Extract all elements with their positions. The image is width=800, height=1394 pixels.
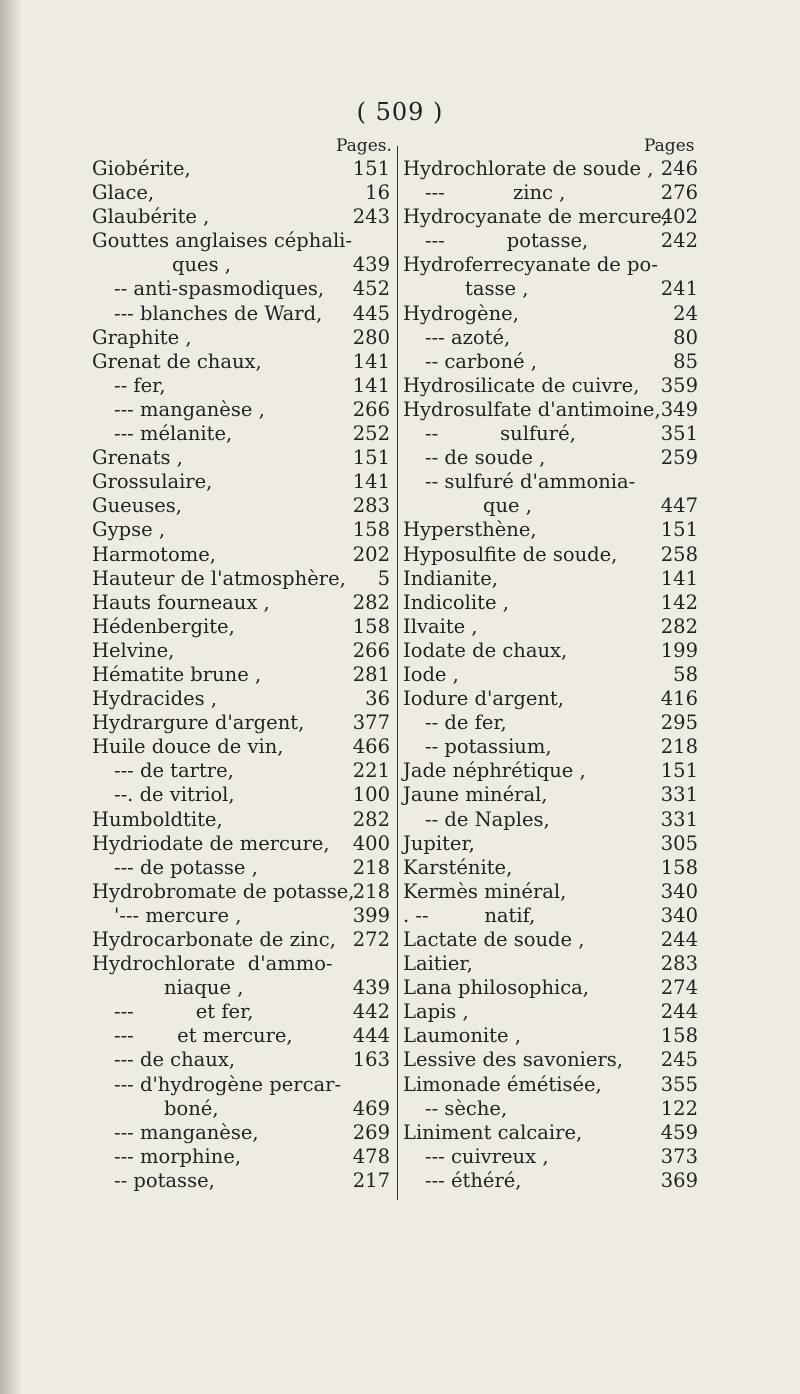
index-page-number: 331 (660, 783, 698, 807)
index-term: Grenat de chaux, (92, 349, 262, 373)
index-page-number: 202 (352, 542, 390, 566)
index-entry (403, 1145, 698, 1169)
index-term: Hydrogène, (403, 301, 519, 325)
index-entry (92, 832, 390, 856)
index-entry (403, 615, 698, 639)
index-term: Ilvaite , (403, 614, 478, 638)
index-entry (92, 952, 390, 976)
left-index-column (92, 157, 390, 1193)
index-term: Laitier, (403, 952, 473, 976)
index-term: --- de chaux, (114, 1048, 236, 1072)
index-term: tasse , (465, 277, 529, 301)
index-entry (403, 350, 698, 374)
index-term: Hédenbergite, (92, 614, 235, 638)
index-page-number: 282 (660, 614, 698, 638)
index-term: Hydrosulfate d'antimoine, (403, 397, 661, 421)
index-entry (403, 880, 698, 904)
index-page-number: 444 (352, 1024, 390, 1048)
index-entry (92, 856, 390, 880)
index-entry (403, 277, 698, 301)
index-page-number: 151 (660, 759, 698, 783)
index-entry (92, 687, 390, 711)
index-page-number: 158 (660, 1024, 698, 1048)
index-entry (403, 229, 698, 253)
index-page-number: 276 (660, 181, 698, 205)
index-term: . -- natif, (403, 903, 536, 927)
index-entry (403, 1097, 698, 1121)
index-term: Liniment calcaire, (403, 1120, 583, 1144)
index-entry (92, 928, 390, 952)
index-entry (92, 494, 390, 518)
index-term: Lessive des savoniers, (403, 1048, 623, 1072)
index-page-number: 282 (352, 590, 390, 614)
index-entry (403, 904, 698, 928)
page-binding-shadow (0, 0, 22, 1394)
index-page-number: 24 (673, 301, 698, 325)
index-page-number: 442 (352, 1000, 390, 1024)
index-entry (403, 1048, 698, 1072)
index-page-number: 221 (352, 759, 390, 783)
index-term: -- sulfuré d'ammonia- (425, 470, 636, 494)
index-term: Hydrobromate de potasse, (92, 879, 355, 903)
index-entry (92, 1097, 390, 1121)
right-index-column (403, 157, 698, 1193)
index-page-number: 80 (673, 325, 698, 349)
index-entry (92, 470, 390, 494)
index-page-number: 241 (660, 277, 698, 301)
index-term: Hydrosilicate de cuivre, (403, 373, 640, 397)
index-page-number: 85 (673, 349, 698, 373)
index-entry (92, 591, 390, 615)
index-entry (403, 711, 698, 735)
index-entry (92, 663, 390, 687)
index-entry (92, 326, 390, 350)
index-entry (92, 904, 390, 928)
index-term: Lactate de soude , (403, 928, 585, 951)
index-page-number: 416 (660, 687, 698, 711)
index-term: -- potassium, (425, 735, 552, 759)
index-page-number: 266 (352, 397, 390, 421)
index-term: --- et fer, (114, 1000, 254, 1024)
index-page-number: 369 (660, 1168, 698, 1192)
index-page-number: 259 (660, 446, 698, 470)
index-page-number: 141 (352, 470, 390, 494)
index-page-number: 252 (352, 422, 390, 446)
index-entry (403, 422, 698, 446)
index-page-number: 141 (660, 566, 698, 590)
index-page-number: 122 (660, 1096, 698, 1120)
index-term: Grossulaire, (92, 470, 213, 494)
index-term: Kermès minéral, (403, 879, 567, 903)
index-entry (92, 229, 390, 253)
index-entry (403, 326, 698, 350)
index-entry (403, 567, 698, 591)
index-entry (92, 1073, 390, 1097)
index-term: -- de fer, (425, 711, 507, 735)
index-term: --- zinc , (425, 181, 566, 205)
index-term: Lana philosophica, (403, 976, 589, 1000)
index-entry (403, 1169, 698, 1193)
index-page-number: 340 (660, 903, 698, 927)
index-entry (403, 253, 698, 277)
index-term: Indianite, (403, 566, 498, 590)
index-term: Limonade émétisée, (403, 1072, 602, 1096)
index-term: Humboldtite, (92, 807, 223, 831)
index-entry (403, 494, 698, 518)
index-page-number: 466 (352, 735, 390, 759)
index-entry (403, 205, 698, 229)
index-entry (403, 1000, 698, 1024)
index-page-number: 283 (660, 952, 698, 976)
index-page-number: 402 (660, 205, 698, 229)
index-term: -- anti-spasmodiques, (114, 277, 325, 301)
index-entry (403, 976, 698, 1000)
index-entry (92, 205, 390, 229)
index-page-number: 281 (352, 662, 390, 686)
index-page-number: 16 (365, 181, 390, 205)
index-term: --- mélanite, (114, 422, 233, 446)
index-term: Huile douce de vin, (92, 735, 284, 759)
index-entry (92, 639, 390, 663)
index-page-number: 439 (352, 976, 390, 1000)
index-term: --- de tartre, (114, 759, 234, 783)
index-term: -- de soude , (425, 446, 546, 470)
index-page-number: 244 (660, 928, 698, 951)
index-term: --- potasse, (425, 229, 589, 253)
index-page-number: 158 (352, 518, 390, 542)
index-term: Grenats , (92, 446, 183, 470)
index-page-number: 280 (352, 325, 390, 349)
index-entry (403, 446, 698, 470)
index-entry (92, 1121, 390, 1145)
index-entry (403, 783, 698, 807)
index-term: --- manganèse, (114, 1120, 259, 1144)
index-term: Jaune minéral, (403, 783, 548, 807)
index-term: -- carboné , (425, 349, 537, 373)
index-term: Hydrocarbonate de zinc, (92, 928, 336, 951)
index-entry (403, 398, 698, 422)
index-entry (403, 856, 698, 880)
index-page-number: 400 (352, 831, 390, 855)
index-page-number: 151 (660, 518, 698, 542)
index-page-number: 36 (365, 687, 390, 711)
index-page-number: 331 (660, 807, 698, 831)
index-term: -- fer, (114, 373, 166, 397)
index-entry (403, 735, 698, 759)
index-entry (92, 615, 390, 639)
index-page-number: 282 (352, 807, 390, 831)
index-page-number: 151 (352, 157, 390, 180)
index-page-number: 218 (352, 879, 390, 903)
index-entry (403, 518, 698, 542)
index-page-number: 274 (660, 976, 698, 1000)
index-entry (92, 1000, 390, 1024)
index-entry (403, 181, 698, 205)
index-term: --- de potasse , (114, 855, 258, 879)
index-page-number: 158 (660, 855, 698, 879)
index-term: Giobérite, (92, 157, 191, 180)
index-entry (92, 1048, 390, 1072)
index-term: --- cuivreux , (425, 1144, 549, 1168)
index-page-number: 452 (352, 277, 390, 301)
index-page-number: 272 (352, 928, 390, 951)
index-entry (92, 759, 390, 783)
index-page-number: 269 (352, 1120, 390, 1144)
index-term: --- et mercure, (114, 1024, 293, 1048)
index-term: Hyposulfite de soude, (403, 542, 618, 566)
index-entry (403, 591, 698, 615)
index-entry (92, 302, 390, 326)
index-entry (403, 663, 698, 687)
index-entry (403, 687, 698, 711)
index-entry (92, 398, 390, 422)
index-entry (92, 157, 390, 181)
index-page-number: 351 (660, 422, 698, 446)
index-term: --. de vitriol, (114, 783, 235, 807)
index-entry (92, 1145, 390, 1169)
index-page-number: 355 (660, 1072, 698, 1096)
index-page-number: 295 (660, 711, 698, 735)
index-term: '--- mercure , (114, 903, 242, 927)
index-term: Hydroferrecyanate de po- (403, 253, 658, 277)
index-page-number: 58 (673, 662, 698, 686)
index-page-number: 218 (352, 855, 390, 879)
index-term: Hydrocyanate de mercure, (403, 205, 669, 229)
index-term: Gueuses, (92, 494, 182, 518)
index-term: Karsténite, (403, 855, 513, 879)
index-page-number: 142 (660, 590, 698, 614)
right-column-header: Pages (644, 136, 695, 156)
index-entry (403, 832, 698, 856)
index-page-number: 359 (660, 373, 698, 397)
index-entry (92, 976, 390, 1000)
index-page-number: 377 (352, 711, 390, 735)
index-entry (92, 567, 390, 591)
index-entry (403, 759, 698, 783)
index-entry (403, 302, 698, 326)
index-page-number: 246 (660, 157, 698, 180)
index-term: Glaubérite , (92, 205, 210, 229)
index-term: Jade néphrétique , (403, 759, 586, 783)
index-entry (403, 543, 698, 567)
index-page-number: 158 (352, 614, 390, 638)
index-term: Laumonite , (403, 1024, 521, 1048)
index-page-number: 199 (660, 638, 698, 662)
index-page-number: 163 (352, 1048, 390, 1072)
index-term: Lapis , (403, 1000, 469, 1024)
index-page-number: 5 (377, 566, 390, 590)
index-term: Hauts fourneaux , (92, 590, 270, 614)
index-entry (92, 374, 390, 398)
index-term: Graphite , (92, 325, 192, 349)
index-page-number: 217 (352, 1168, 390, 1192)
index-entry (403, 808, 698, 832)
index-page-number: 478 (352, 1144, 390, 1168)
index-term: Hématite brune , (92, 662, 262, 686)
index-entry (92, 350, 390, 374)
index-term: boné, (164, 1096, 219, 1120)
index-entry (92, 808, 390, 832)
index-term: --- morphine, (114, 1144, 242, 1168)
index-page-number: 469 (352, 1096, 390, 1120)
index-page-number: 245 (660, 1048, 698, 1072)
index-page-number: 349 (660, 397, 698, 421)
index-term: Gouttes anglaises céphali- (92, 229, 353, 253)
index-entry (403, 952, 698, 976)
index-entry (403, 157, 698, 181)
index-entry (403, 470, 698, 494)
index-term: -- sèche, (425, 1096, 508, 1120)
index-entry (92, 277, 390, 301)
index-page-number: 447 (660, 494, 698, 518)
index-term: -- potasse, (114, 1168, 215, 1192)
index-page-number: 243 (352, 205, 390, 229)
index-page-number: 151 (352, 446, 390, 470)
index-term: --- manganèse , (114, 397, 265, 421)
index-page-number: 258 (660, 542, 698, 566)
index-term: ques , (172, 253, 231, 277)
index-term: Jupiter, (403, 831, 475, 855)
index-entry (403, 1073, 698, 1097)
index-term: -- de Naples, (425, 807, 550, 831)
index-term: Hauteur de l'atmosphère, (92, 566, 346, 590)
index-term: Glace, (92, 181, 155, 205)
index-entry (92, 422, 390, 446)
index-term: --- éthéré, (425, 1168, 522, 1192)
index-entry (92, 735, 390, 759)
index-term: Indicolite , (403, 590, 509, 614)
index-term: Hydracides , (92, 687, 218, 711)
index-page-number: 445 (352, 301, 390, 325)
index-page-number: 141 (352, 373, 390, 397)
index-entry (92, 543, 390, 567)
index-entry (92, 1169, 390, 1193)
index-term: Iode , (403, 662, 459, 686)
index-term: -- sulfuré, (425, 422, 576, 446)
index-page-number: 459 (660, 1120, 698, 1144)
index-term: Helvine, (92, 638, 175, 662)
index-entry (403, 1024, 698, 1048)
index-term: Hypersthène, (403, 518, 537, 542)
index-entry (92, 711, 390, 735)
index-page-number: 399 (352, 903, 390, 927)
index-page-number: 100 (352, 783, 390, 807)
index-term: Hydriodate de mercure, (92, 831, 330, 855)
index-page-number: 266 (352, 638, 390, 662)
index-page-number: 283 (352, 494, 390, 518)
index-term: Gypse , (92, 518, 166, 542)
index-term: que , (483, 494, 532, 518)
index-term: Iodate de chaux, (403, 638, 568, 662)
index-entry (92, 253, 390, 277)
index-entry (92, 880, 390, 904)
index-page-number: 218 (660, 735, 698, 759)
index-entry (92, 181, 390, 205)
index-term: Hydrochlorate de soude , (403, 157, 654, 180)
index-entry (92, 518, 390, 542)
index-term: --- d'hydrogène percar- (114, 1072, 342, 1096)
left-column-header: Pages. (336, 136, 392, 156)
index-page-number: 373 (660, 1144, 698, 1168)
index-page-number: 242 (660, 229, 698, 253)
index-term: Hydrargure d'argent, (92, 711, 305, 735)
page-number: ( 509 ) (356, 98, 444, 126)
index-entry (403, 639, 698, 663)
index-entry (403, 374, 698, 398)
index-term: Iodure d'argent, (403, 687, 564, 711)
index-page-number: 244 (660, 1000, 698, 1024)
index-term: --- blanches de Ward, (114, 301, 323, 325)
index-page-number: 439 (352, 253, 390, 277)
index-term: Hydrochlorate d'ammo- (92, 952, 333, 976)
index-page-number: 340 (660, 879, 698, 903)
index-page-number: 141 (352, 349, 390, 373)
index-entry (92, 1024, 390, 1048)
index-entry (403, 1121, 698, 1145)
index-page-number: 305 (660, 831, 698, 855)
index-entry (92, 783, 390, 807)
index-term: Harmotome, (92, 542, 216, 566)
index-entry (92, 446, 390, 470)
column-divider (397, 146, 398, 1200)
index-term: --- azoté, (425, 325, 511, 349)
index-term: niaque , (164, 976, 244, 1000)
index-entry (403, 928, 698, 952)
